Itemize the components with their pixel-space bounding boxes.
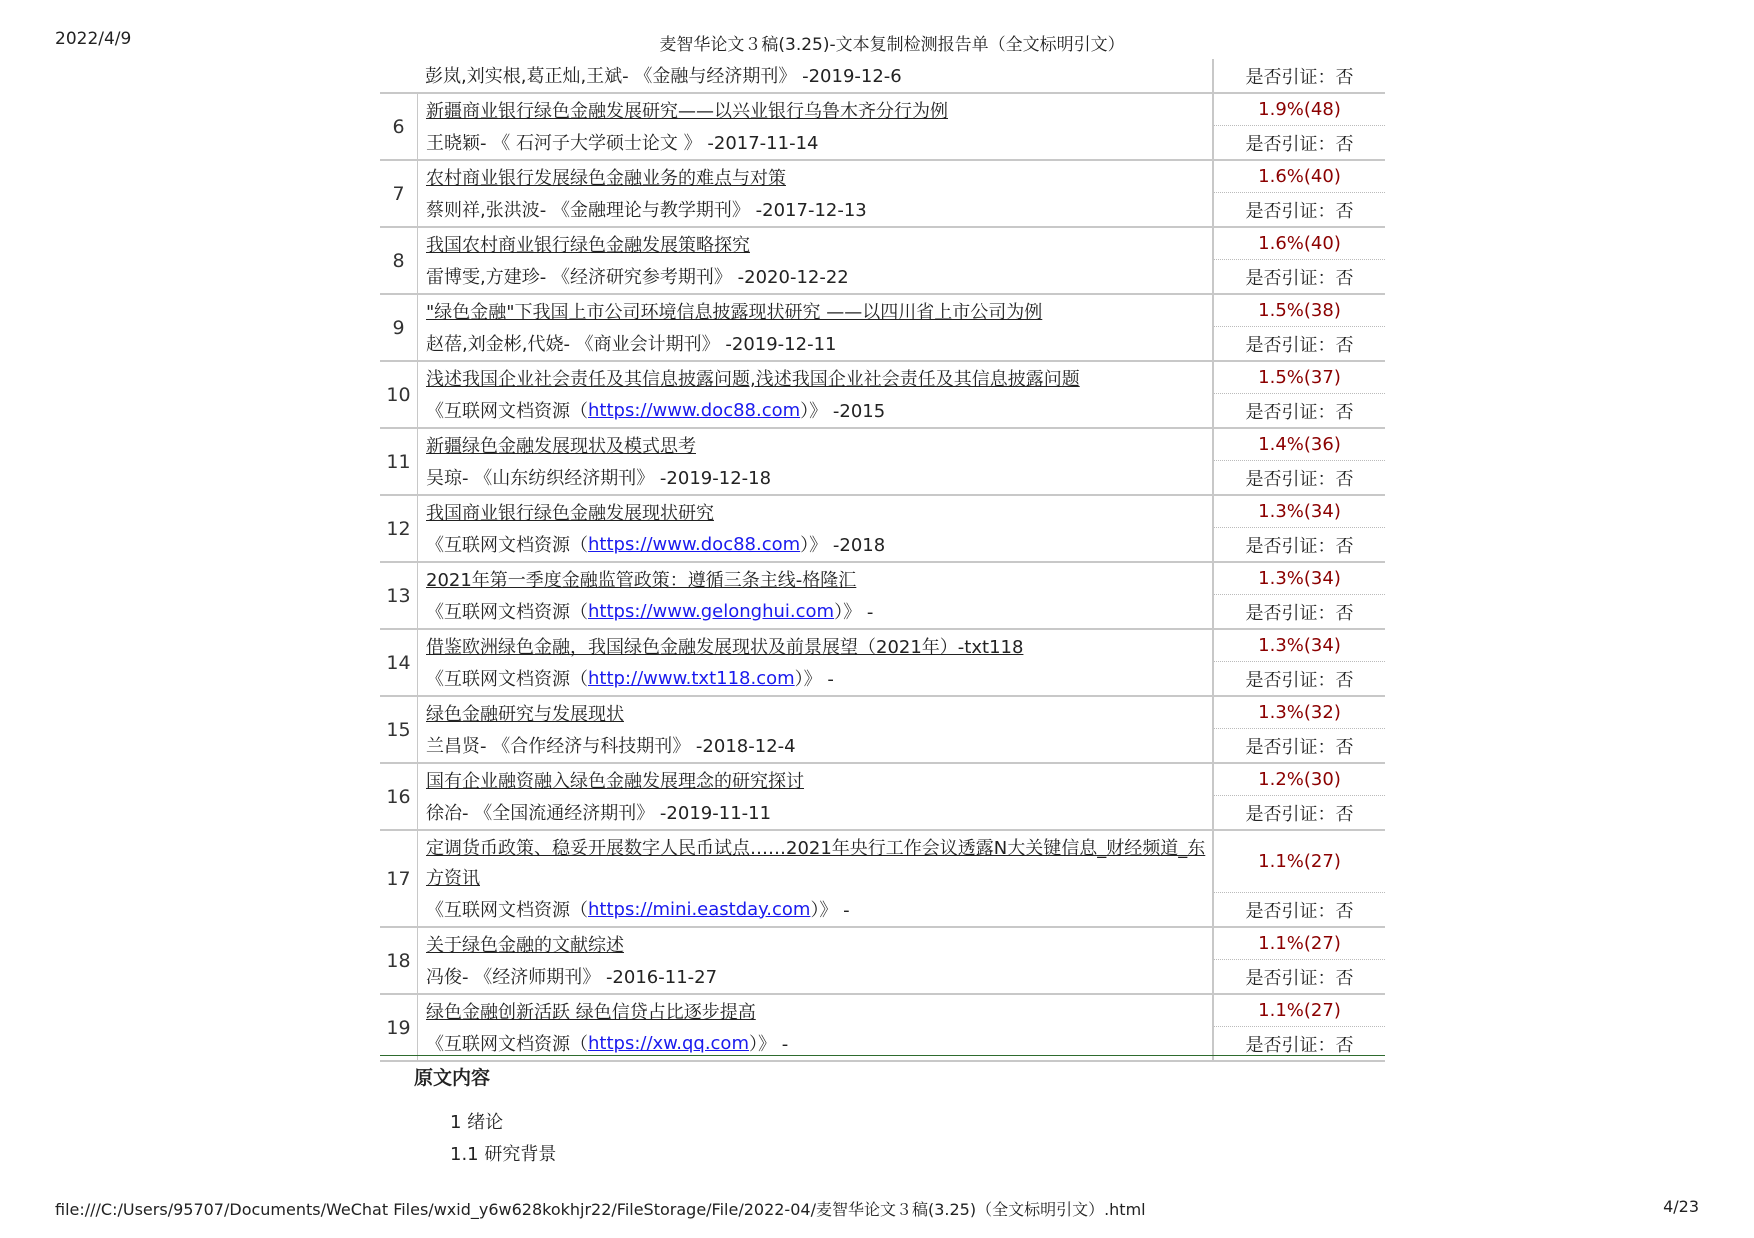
source-meta-text: 《互联网文档资源（ xyxy=(426,535,588,556)
row-number: 10 xyxy=(380,362,418,427)
source-info xyxy=(418,161,1214,226)
row-number: 14 xyxy=(380,630,418,695)
citation-status: 是否引证：否 xyxy=(1245,134,1354,155)
citation-status: 是否引证：否 xyxy=(1245,804,1354,825)
similarity-percentage: 1.4%(36) xyxy=(1214,429,1385,461)
source-url-link[interactable]: https://xw.qq.com xyxy=(588,1032,749,1054)
source-stats xyxy=(1214,630,1385,695)
source-meta xyxy=(418,528,1212,560)
source-meta-suffix: ）》 -2015 xyxy=(800,401,886,422)
source-title-link[interactable]: 国有企业融资融入绿色金融发展理念的研究探讨 xyxy=(426,771,804,792)
similarity-percentage: 1.6%(40) xyxy=(1214,161,1385,193)
source-meta-suffix: ）》 - xyxy=(748,1034,789,1055)
source-stats xyxy=(1214,831,1385,926)
table-row xyxy=(380,995,1385,1062)
source-meta-text: 《互联网文档资源（ xyxy=(426,401,588,422)
source-url-link[interactable]: https://mini.eastday.com xyxy=(588,898,811,920)
source-meta-text: 《互联网文档资源（ xyxy=(426,602,588,623)
source-title-link[interactable]: "绿色金融"下我国上市公司环境信息披露现状研究 ——以四川省上市公司为例 xyxy=(426,302,1043,323)
row-number: 11 xyxy=(380,429,418,494)
source-title-link[interactable]: 绿色金融创新活跃 绿色信贷占比逐步提高 xyxy=(426,1002,756,1023)
source-title-link[interactable]: 我国农村商业银行绿色金融发展策略探究 xyxy=(426,235,750,256)
citation-status: 是否引证：否 xyxy=(1245,670,1354,691)
source-info xyxy=(418,429,1214,494)
table-row xyxy=(380,764,1385,831)
source-info xyxy=(418,697,1214,762)
similarity-percentage: 1.3%(34) xyxy=(1214,496,1385,528)
source-title-line xyxy=(418,228,1212,260)
table-row xyxy=(380,161,1385,228)
citation-status: 是否引证：否 xyxy=(1245,67,1354,88)
section-heading: 1.1 研究背景 xyxy=(450,1144,557,1165)
row-number: 7 xyxy=(380,161,418,226)
source-meta xyxy=(418,595,1212,627)
source-info xyxy=(418,94,1214,159)
source-stats xyxy=(1214,94,1385,159)
citation-status: 是否引证：否 xyxy=(1245,901,1354,922)
source-info xyxy=(418,563,1214,628)
source-meta xyxy=(418,662,1212,694)
source-stats xyxy=(1214,429,1385,494)
source-title-line xyxy=(418,429,1212,461)
similarity-percentage: 1.9%(48) xyxy=(1214,94,1385,126)
similarity-percentage: 1.1%(27) xyxy=(1214,928,1385,960)
source-info xyxy=(418,630,1214,695)
source-title-link[interactable]: 新疆商业银行绿色金融发展研究——以兴业银行乌鲁木齐分行为例 xyxy=(426,101,948,122)
source-meta xyxy=(418,893,1212,925)
source-stats xyxy=(1214,362,1385,427)
source-meta xyxy=(418,193,1212,225)
source-meta-text: 《互联网文档资源（ xyxy=(426,900,588,921)
citation-status: 是否引证：否 xyxy=(1245,603,1354,624)
source-meta-text: 徐冶- 《全国流通经济期刊》 -2019-11-11 xyxy=(426,803,772,824)
source-title-line xyxy=(418,831,1212,893)
row-number: 17 xyxy=(380,831,418,926)
source-stats xyxy=(1214,59,1385,92)
row-number: 19 xyxy=(380,995,418,1060)
citation-status: 是否引证：否 xyxy=(1245,402,1354,423)
citation-status: 是否引证：否 xyxy=(1245,737,1354,758)
table-row xyxy=(380,94,1385,161)
similarity-percentage: 1.5%(38) xyxy=(1214,295,1385,327)
source-info xyxy=(418,496,1214,561)
row-number: 8 xyxy=(380,228,418,293)
similarity-percentage: 1.5%(37) xyxy=(1214,362,1385,394)
file-path: file:///C:/Users/95707/Documents/WeChat Files/wxid_y6w628kokhjr22/FileStorage/File/2022-04/麦智华论文３稿(3.25)（全文标明引文）.html xyxy=(55,1200,1146,1219)
source-meta xyxy=(418,461,1212,493)
source-meta-suffix: ）》 -2018 xyxy=(800,535,886,556)
row-number: 15 xyxy=(380,697,418,762)
source-title-line xyxy=(418,928,1212,960)
source-info xyxy=(417,59,1214,92)
source-stats xyxy=(1214,161,1385,226)
source-meta xyxy=(418,126,1212,158)
source-info xyxy=(418,362,1214,427)
source-title-link[interactable]: 定调货币政策、稳妥开展数字人民币试点……2021年央行工作会议透露N大关键信息_财经频道_东方资讯 xyxy=(426,838,1206,889)
source-info xyxy=(418,995,1214,1060)
citation-status: 是否引证：否 xyxy=(1245,201,1354,222)
source-meta-suffix: ）》 - xyxy=(834,602,874,623)
source-title-link[interactable]: 农村商业银行发展绿色金融业务的难点与对策 xyxy=(426,168,786,189)
source-title-line xyxy=(418,161,1212,193)
source-title-line xyxy=(418,295,1212,327)
row-number: 16 xyxy=(380,764,418,829)
source-meta xyxy=(418,327,1212,359)
section-divider xyxy=(380,1055,1385,1056)
source-meta-text: 兰昌贤- 《合作经济与科技期刊》 -2018-12-4 xyxy=(426,736,796,757)
table-row xyxy=(380,496,1385,563)
citation-status: 是否引证：否 xyxy=(1245,1035,1354,1056)
source-info xyxy=(418,764,1214,829)
source-meta: 彭岚,刘实根,葛正灿,王斌- 《金融与经济期刊》 -2019-12-6 xyxy=(425,66,902,87)
table-row xyxy=(380,563,1385,630)
source-stats xyxy=(1214,928,1385,993)
source-meta xyxy=(418,729,1212,761)
row-number: 9 xyxy=(380,295,418,360)
source-url-link[interactable]: http://www.txt118.com xyxy=(588,667,795,689)
source-url-link[interactable]: https://www.doc88.com xyxy=(588,399,801,421)
citation-status: 是否引证：否 xyxy=(1245,469,1354,490)
source-title-line xyxy=(418,995,1212,1027)
source-title-link[interactable]: 借鉴欧洲绿色金融，我国绿色金融发展现状及前景展望（2021年）-txt118 xyxy=(426,637,1024,658)
source-url-link[interactable]: https://www.gelonghui.com xyxy=(588,600,835,622)
source-meta-text: 王晓颖- 《 石河子大学硕士论文 》 -2017-11-14 xyxy=(426,133,819,154)
source-stats xyxy=(1214,995,1385,1060)
source-stats xyxy=(1214,563,1385,628)
citation-status: 是否引证：否 xyxy=(1245,536,1354,557)
page-number: 4/23 xyxy=(1663,1197,1699,1216)
source-title-line xyxy=(418,496,1212,528)
similarity-percentage: 1.3%(34) xyxy=(1214,563,1385,595)
source-title-link[interactable]: 我国商业银行绿色金融发展现状研究 xyxy=(426,503,714,524)
table-row xyxy=(380,295,1385,362)
similarity-percentage: 1.1%(27) xyxy=(1214,995,1385,1027)
source-info xyxy=(418,928,1214,993)
source-info xyxy=(418,831,1214,926)
citation-status: 是否引证：否 xyxy=(1245,968,1354,989)
source-meta xyxy=(418,394,1212,426)
source-stats xyxy=(1214,496,1385,561)
source-meta-text: 雷博雯,方建珍- 《经济研究参考期刊》 -2020-12-22 xyxy=(426,267,849,288)
table-row xyxy=(380,630,1385,697)
source-title-link[interactable]: 绿色金融研究与发展现状 xyxy=(426,704,624,725)
source-url-link[interactable]: https://www.doc88.com xyxy=(588,533,801,555)
row-number xyxy=(380,59,417,92)
source-meta xyxy=(418,796,1212,828)
row-number: 13 xyxy=(380,563,418,628)
source-meta-text: 《互联网文档资源（ xyxy=(426,669,588,690)
source-meta-suffix: ）》 - xyxy=(794,669,834,690)
similarity-percentage: 1.3%(32) xyxy=(1214,697,1385,729)
print-date: 2022/4/9 xyxy=(55,29,132,49)
source-meta-text: 冯俊- 《经济师期刊》 -2016-11-27 xyxy=(426,967,718,988)
similarity-percentage: 1.2%(30) xyxy=(1214,764,1385,796)
source-title-link[interactable]: 2021年第一季度金融监管政策：遵循三条主线-格隆汇 xyxy=(426,570,857,591)
source-stats xyxy=(1214,228,1385,293)
similarity-results-table xyxy=(380,59,1385,1062)
table-row xyxy=(380,697,1385,764)
source-title-line xyxy=(418,563,1212,595)
chapter-heading: 1 绪论 xyxy=(450,1112,504,1133)
table-row xyxy=(380,429,1385,496)
table-row xyxy=(380,831,1385,928)
source-title-line xyxy=(418,362,1212,394)
source-stats xyxy=(1214,764,1385,829)
table-row xyxy=(380,59,1385,94)
source-info xyxy=(418,228,1214,293)
similarity-percentage: 1.6%(40) xyxy=(1214,228,1385,260)
source-meta-text: 蔡则祥,张洪波- 《金融理论与教学期刊》 -2017-12-13 xyxy=(426,200,867,221)
source-meta-text: 吴琼- 《山东纺织经济期刊》 -2019-12-18 xyxy=(426,468,772,489)
source-meta-text: 赵蓓,刘金彬,代娆- 《商业会计期刊》 -2019-12-11 xyxy=(426,334,837,355)
source-stats xyxy=(1214,295,1385,360)
row-number: 12 xyxy=(380,496,418,561)
table-row xyxy=(380,228,1385,295)
table-row xyxy=(380,362,1385,429)
table-row xyxy=(380,928,1385,995)
source-title-line xyxy=(418,764,1212,796)
source-info xyxy=(418,295,1214,360)
row-number: 6 xyxy=(380,94,418,159)
citation-status: 是否引证：否 xyxy=(1245,268,1354,289)
source-title-line xyxy=(418,94,1212,126)
citation-status: 是否引证：否 xyxy=(1245,335,1354,356)
original-content-heading: 原文内容 xyxy=(414,1067,491,1089)
source-meta xyxy=(418,260,1212,292)
page-title: 麦智华论文３稿(3.25)-文本复制检测报告单（全文标明引文） xyxy=(659,35,1125,55)
row-number: 18 xyxy=(380,928,418,993)
source-title-line xyxy=(418,697,1212,729)
similarity-percentage: 1.3%(34) xyxy=(1214,630,1385,662)
source-title-line xyxy=(418,630,1212,662)
source-title-link[interactable]: 浅述我国企业社会责任及其信息披露问题,浅述我国企业社会责任及其信息披露问题 xyxy=(426,369,1080,390)
source-meta-text: 《互联网文档资源（ xyxy=(426,1034,588,1055)
source-meta-suffix: ）》 - xyxy=(810,900,850,921)
source-meta xyxy=(418,960,1212,992)
similarity-percentage: 1.1%(27) xyxy=(1214,831,1385,893)
source-title-link[interactable]: 关于绿色金融的文献综述 xyxy=(426,935,624,956)
source-title-link[interactable]: 新疆绿色金融发展现状及模式思考 xyxy=(426,436,696,457)
source-stats xyxy=(1214,697,1385,762)
